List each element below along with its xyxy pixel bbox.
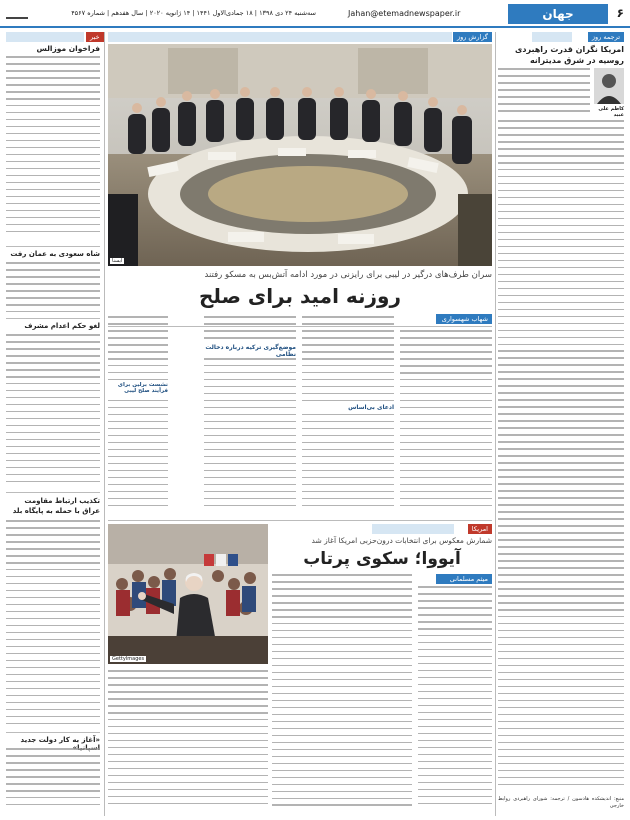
- masthead: [0, 0, 630, 28]
- second-body-col-4: [108, 670, 268, 816]
- lead-body-col-4: [108, 316, 168, 516]
- left-item-title-1: فراخوان موزالس: [36, 44, 100, 53]
- left-item-body-1: [6, 56, 100, 242]
- right-column-tag: ترجمه روز: [588, 32, 624, 42]
- lead-tag: گزارش روز: [453, 32, 492, 42]
- second-author-tag: میثم مسلمانی: [436, 574, 492, 584]
- left-item-body-5: [6, 748, 100, 814]
- second-body-col-1: [418, 586, 492, 816]
- left-column-tag: خبر: [86, 32, 104, 42]
- second-photo-rally: [108, 524, 268, 664]
- left-item-body-4: [6, 520, 100, 730]
- left-item-title-4: تکذیب ارتباط مقاومت عراق با حمله به پایگاه بلد: [12, 497, 100, 515]
- left-item-title-5: «آغاز به کار دولت جدید: [20, 736, 100, 744]
- lead-subhead-3: نشست برلین برای فرآیند صلح لیبی: [108, 382, 168, 394]
- second-body-col-3: [272, 574, 338, 816]
- left-item-title-2: شاه سعودی به عمان رفت: [10, 250, 100, 258]
- section-label: جهان: [508, 4, 608, 24]
- second-photo-credit: GettyImages: [112, 656, 145, 662]
- lead-photo-meeting: [108, 44, 492, 266]
- author-portrait: [594, 68, 624, 104]
- second-headline: آیووا؛ سکوی پرتاب: [303, 549, 461, 569]
- lead-kicker: سران طرف‌های درگیر در لیبی برای رایزنی در مورد ادامه آتش‌بس به مسکو رفتند: [204, 270, 492, 280]
- date-line: سه‌شنبه ۲۴ دی ۱۳۹۸ | ۱۸ جمادی‌الاول ۱۴۴۱ | ۱۴ ژانویه ۲۰۲۰ | سال هفدهم | شماره ۴۵۶۷: [71, 9, 316, 17]
- second-kicker: شمارش معکوس برای انتخابات درون‌حزبی امریکا آغاز شد: [311, 536, 492, 545]
- right-column-body-main: [498, 120, 624, 792]
- lead-body-col-1: [400, 330, 492, 516]
- lead-photo-credit: ایسنا: [112, 258, 123, 264]
- right-column-body: [498, 68, 590, 116]
- right-column-author: کاظم علی عبید: [598, 106, 624, 118]
- second-body-col-2: [338, 574, 412, 816]
- left-item-body-3: [6, 334, 100, 490]
- second-tag: امریکا: [468, 524, 492, 534]
- page-number: ۶: [616, 6, 624, 20]
- lead-headline: روزنه امید برای صلح: [199, 284, 401, 308]
- lead-subhead-2: موضع‌گیری ترکیه درباره دخالت نظامی: [205, 344, 296, 358]
- right-column-headline: امریکا نگران قدرت راهبردی روسیه در شرق مدیترانه: [515, 45, 624, 65]
- lead-body-col-2: [302, 316, 394, 516]
- right-column-source: منبع: اندیشکده هادسون / ترجمه: شورای راهبردی روابط خارجی: [498, 796, 624, 809]
- left-item-title-3: لغو حکم اعدام مشرف: [24, 322, 100, 330]
- email-address[interactable]: Jahan@etemadnewspaper.ir: [348, 9, 461, 18]
- lead-author-tag: شهاب شهسواری: [436, 314, 492, 324]
- lead-subhead-1: ادعای بی‌اساس: [302, 404, 394, 411]
- left-item-body-2: [6, 262, 100, 316]
- newspaper-logo-icon: [6, 7, 28, 19]
